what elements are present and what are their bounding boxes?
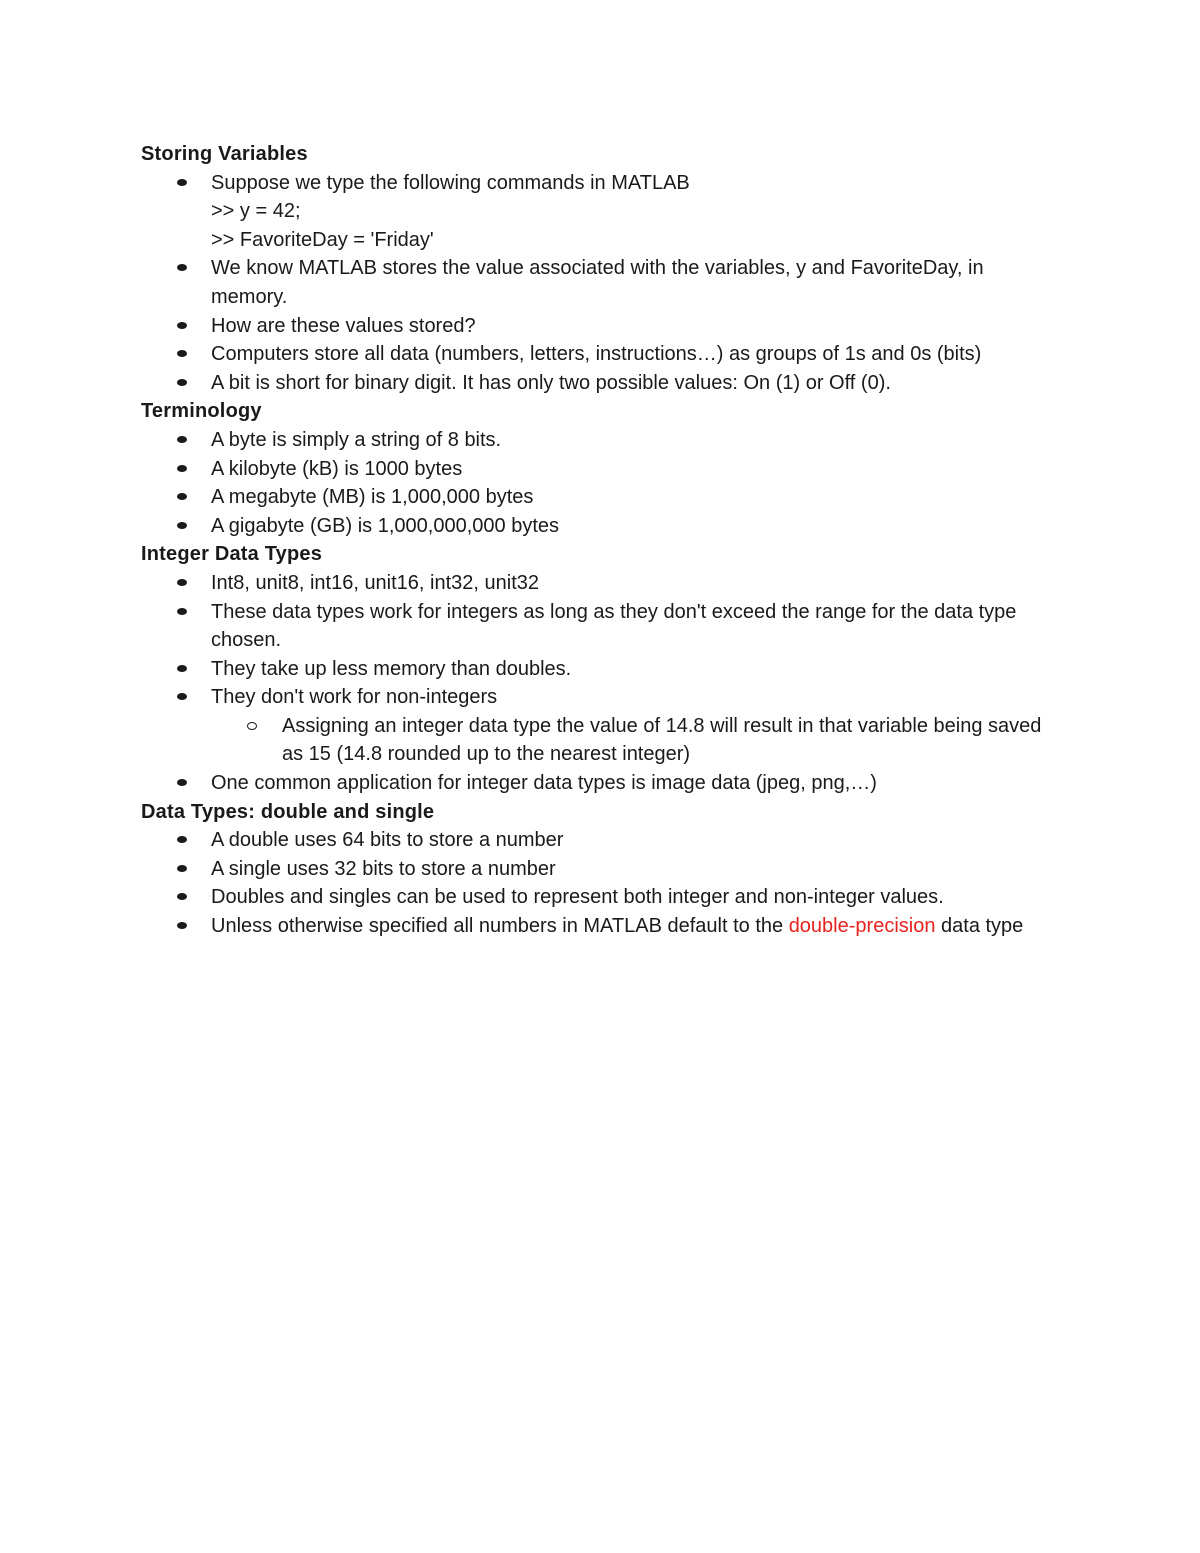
sub-list-item-text: Assigning an integer data type the value of 14.8 will result in that variable being saved as 15 (14.8 rounded up to the nearest integer) bbox=[282, 714, 1042, 766]
list-item-text: These data types work for integers as long as they don't exceed the range for the data type chosen. bbox=[211, 600, 1017, 652]
list-item bbox=[211, 426, 1061, 455]
list-item bbox=[211, 169, 1061, 255]
list-item bbox=[211, 598, 1061, 655]
bullet-dot-icon bbox=[177, 779, 187, 786]
document-page bbox=[141, 140, 1061, 941]
bullet-dot-icon bbox=[177, 322, 187, 329]
section-heading: Storing Variables bbox=[141, 143, 308, 165]
sub-bullet-list bbox=[211, 712, 1061, 769]
list-item-text: Int8, unit8, int16, unit16, int32, unit32 bbox=[211, 571, 540, 594]
list-item bbox=[211, 569, 1061, 598]
list-item-text: We know MATLAB stores the value associated with the variables, y and FavoriteDay, in memory. bbox=[211, 257, 984, 308]
section-storing-variables bbox=[141, 140, 1061, 397]
list-item-text: A byte is simply a string of 8 bits. bbox=[211, 428, 502, 451]
list-item-text: A double uses 64 bits to store a number bbox=[211, 829, 564, 852]
list-item bbox=[211, 655, 1061, 684]
list-item-text: A single uses 32 bits to store a number bbox=[211, 857, 556, 880]
code-line: >> y = 42; bbox=[211, 200, 301, 223]
list-item-text: They take up less memory than doubles. bbox=[211, 657, 572, 680]
list-item bbox=[211, 683, 1061, 769]
list-item bbox=[211, 340, 1061, 369]
list-item bbox=[211, 512, 1061, 541]
list-item bbox=[211, 455, 1061, 484]
bullet-dot-icon bbox=[177, 579, 187, 586]
section-heading: Data Types: double and single bbox=[141, 800, 435, 823]
list-item bbox=[211, 369, 1061, 398]
list-item-text: Suppose we type the following commands in MATLAB bbox=[211, 171, 690, 194]
highlighted-term: double-precision bbox=[788, 915, 936, 938]
section-heading: Integer Data Types bbox=[141, 543, 323, 566]
bullet-dot-icon bbox=[177, 608, 187, 615]
bullet-dot-icon bbox=[177, 379, 187, 386]
bullet-list bbox=[141, 426, 1061, 540]
list-item-text: Computers store all data (numbers, letters, instructions…) as groups of 1s and 0s (bits) bbox=[211, 343, 982, 366]
bullet-dot-icon bbox=[177, 665, 187, 672]
list-item-text: They don't work for non-integers bbox=[211, 686, 498, 709]
bullet-dot-icon bbox=[177, 179, 187, 186]
bullet-dot-icon bbox=[177, 865, 187, 872]
list-item-text: How are these values stored? bbox=[211, 314, 476, 337]
list-item bbox=[211, 883, 1061, 912]
list-item bbox=[211, 483, 1061, 512]
bullet-circle-icon bbox=[247, 722, 257, 730]
bullet-dot-icon bbox=[177, 493, 187, 500]
list-item bbox=[211, 769, 1061, 798]
bullet-dot-icon bbox=[177, 436, 187, 443]
bullet-dot-icon bbox=[177, 836, 187, 843]
list-item-text: A bit is short for binary digit. It has only two possible values: On (1) or Off (0). bbox=[211, 371, 891, 394]
list-item bbox=[211, 826, 1061, 855]
bullet-dot-icon bbox=[177, 465, 187, 472]
section-integer-data-types bbox=[141, 540, 1061, 797]
section-terminology bbox=[141, 397, 1061, 540]
list-item-text: One common application for integer data types is image data (jpeg, png,…) bbox=[211, 772, 877, 795]
list-item bbox=[211, 912, 1061, 941]
section-double-and-single bbox=[141, 798, 1061, 941]
list-item-text: A kilobyte (kB) is 1000 bytes bbox=[211, 457, 463, 480]
sub-list-item bbox=[282, 712, 1061, 769]
list-item bbox=[211, 855, 1061, 884]
list-item-text: Doubles and singles can be used to represent both integer and non-integer values. bbox=[211, 886, 944, 909]
code-line: >> FavoriteDay = 'Friday' bbox=[211, 228, 434, 251]
bullet-dot-icon bbox=[177, 350, 187, 357]
bullet-dot-icon bbox=[177, 522, 187, 529]
bullet-list bbox=[141, 826, 1061, 940]
list-item-text-before: Unless otherwise specified all numbers in MATLAB default to the bbox=[211, 915, 789, 938]
list-item-text: A gigabyte (GB) is 1,000,000,000 bytes bbox=[211, 514, 559, 537]
list-item-text: A megabyte (MB) is 1,000,000 bytes bbox=[211, 486, 534, 509]
bullet-list bbox=[141, 169, 1061, 398]
bullet-dot-icon bbox=[177, 922, 187, 929]
section-heading: Terminology bbox=[141, 400, 262, 423]
list-item bbox=[211, 312, 1061, 341]
bullet-dot-icon bbox=[177, 264, 187, 271]
bullet-list bbox=[141, 569, 1061, 798]
list-item bbox=[211, 254, 1061, 311]
bullet-dot-icon bbox=[177, 893, 187, 900]
bullet-dot-icon bbox=[177, 693, 187, 700]
list-item-text-after: data type bbox=[935, 915, 1024, 938]
